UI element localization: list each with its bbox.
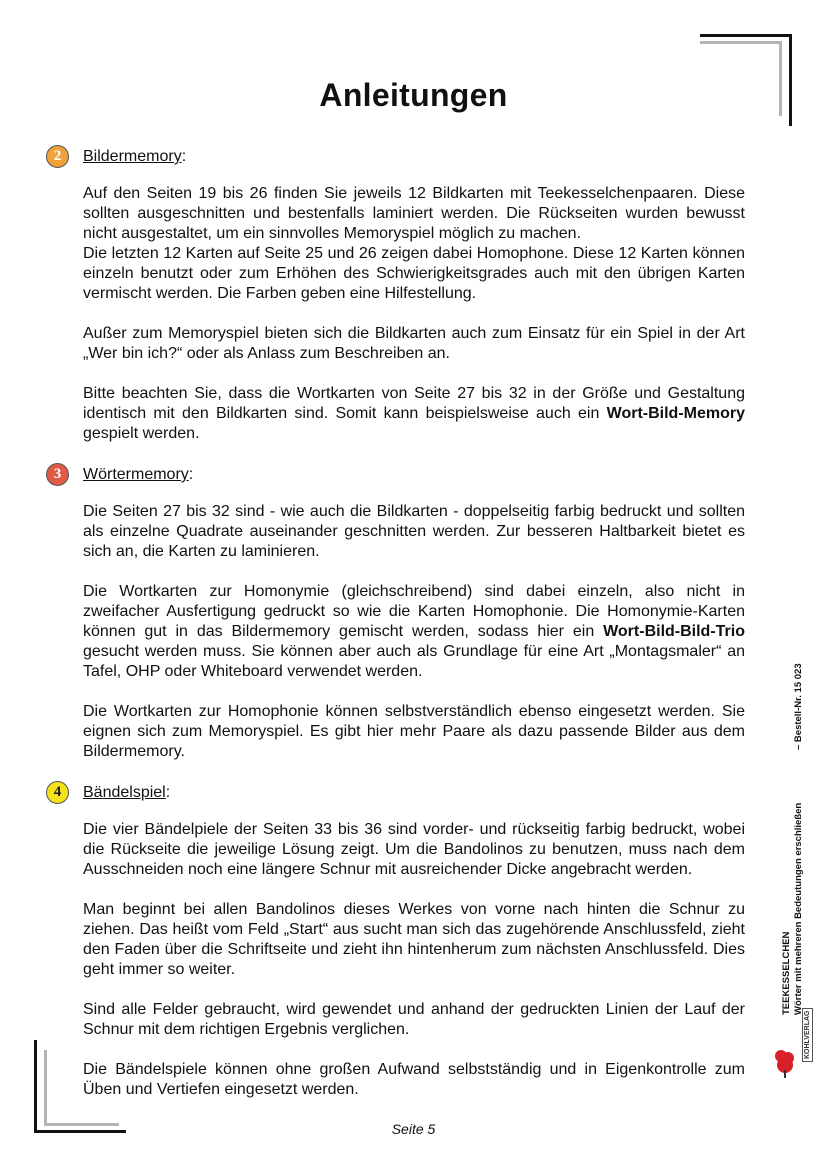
section-heading: [53, 782, 745, 804]
section-title-colon: :: [165, 784, 171, 801]
sidebar-imprint: [781, 663, 821, 1015]
paragraph: Außer zum Memoryspiel bieten sich die Bildkarten auch zum Einsatz für ein Spiel in der Art „Wer bin ich?“ oder als Anlass zum Beschreiben an.: [83, 325, 745, 362]
paragraph: Man beginnt bei allen Bandolinos dieses Werkes von vorne nach hinten die Schnur zu ziehen. Das heißt vom Feld „Start“ aus sucht man sich das zugehörende Anschlussfeld, zieht den Faden über die Schriftseite und zieht ihn hintenherum zum nächsten Anschlussfeld. Dies geht immer so weiter.: [83, 901, 745, 978]
section-number-badge: 3: [46, 463, 69, 486]
section-bildermemory: [53, 146, 745, 444]
section-number-badge: 2: [46, 145, 69, 168]
paragraph: Die Bändelspiele können ohne großen Aufwand selbstständig und in Eigenkontrolle zum Üben und Vertiefen eingesetzt werden.: [83, 1061, 745, 1098]
paragraph: Auf den Seiten 19 bis 26 finden Sie jeweils 12 Bildkarten mit Teekesselchenpaaren. Diese sollten ausgeschnitten und bestenfalls laminiert werden. Die Rückseiten wurden bewusst nicht ausgestaltet, um ein sinnvolles Memoryspiel möglich zu machen. Die letzten 12 Karten auf Seite 25 und 26 zeigen dabei Homophone. Diese 12 Karten können einzeln benutzt oder zum Erhöhen des Schwierigkeitsgrades auch mit den übrigen Karten vermischt werden. Die Farben geben eine Hilfestellung.: [83, 185, 745, 302]
section-title-colon: :: [181, 148, 187, 165]
paragraph: Bitte beachten Sie, dass die Wortkarten von Seite 27 bis 32 in der Größe und Gestaltung identisch mit den Bildkarten sind. Somit kann beispielsweise auch ein Wort-Bild-Memory gespielt werden.: [83, 385, 745, 442]
book-subtitle: Wörter mit mehreren Bedeutungen erschließen: [793, 802, 804, 1015]
section-title-colon: :: [188, 466, 194, 483]
section-number-badge: 4: [46, 781, 69, 804]
section-woertermemory: [53, 464, 745, 762]
publisher-name: KOHLVERLAG: [802, 1008, 813, 1062]
section-title: Wörtermemory: [83, 466, 189, 483]
section-baendelspiel: [53, 782, 745, 1100]
paragraph: Die Seiten 27 bis 32 sind - wie auch die Bildkarten - doppelseitig farbig bedruckt und sollten als einzelne Quadrate auseinander geschnitten werden. Zur besseren Haltbarkeit bietet es sich an, die Karten zu laminieren.: [83, 503, 745, 560]
order-number: – Bestell-Nr. 15 023: [793, 663, 804, 750]
paragraph: Die vier Bändelpiele der Seiten 33 bis 36 sind vorder- und rückseitig farbig bedruckt, wobei die Rückseite die jeweilige Lösung zeigt. Um die Bandolinos zu benutzen, muss nach dem Ausschneiden noch eine längere Schnur mit ausreichender Dicke angebracht werden.: [83, 821, 745, 878]
section-title: Bildermemory: [83, 148, 182, 165]
page-number: Seite 5: [391, 1121, 436, 1137]
page-title: Anleitungen: [319, 77, 508, 114]
brand-name: TEEKESSELCHEN: [781, 931, 792, 1015]
section-title: Bändelspiel: [83, 784, 166, 801]
instructions-content: [53, 146, 745, 1120]
paragraph: Die Wortkarten zur Homonymie (gleichschreibend) sind dabei einzeln, also nicht in zweifacher Ausfertigung gedruckt so wie die Karten Homophonie. Die Homonymie-Karten können gut in das Bildermemory gemischt werden, sodass hier ein Wort-Bild-Bild-Trio gesucht werden muss. Sie können aber auch als Grundlage für eine Art „Montagsmaler“ an Tafel, OHP oder Whiteboard verwendet werden.: [83, 583, 745, 680]
paragraph: Die Wortkarten zur Homophonie können selbstverständlich ebenso eingesetzt werden. Sie eignen sich zum Memoryspiel. Es gibt hier mehr Paare als dazu passende Bilder aus dem Bildermemory.: [83, 703, 745, 760]
paragraph: Sind alle Felder gebraucht, wird gewendet und anhand der gedruckten Linien der Lauf der Schnur mit dem richtigen Ergebnis verglichen.: [83, 1001, 745, 1038]
section-heading: [53, 146, 745, 168]
section-heading: [53, 464, 745, 486]
